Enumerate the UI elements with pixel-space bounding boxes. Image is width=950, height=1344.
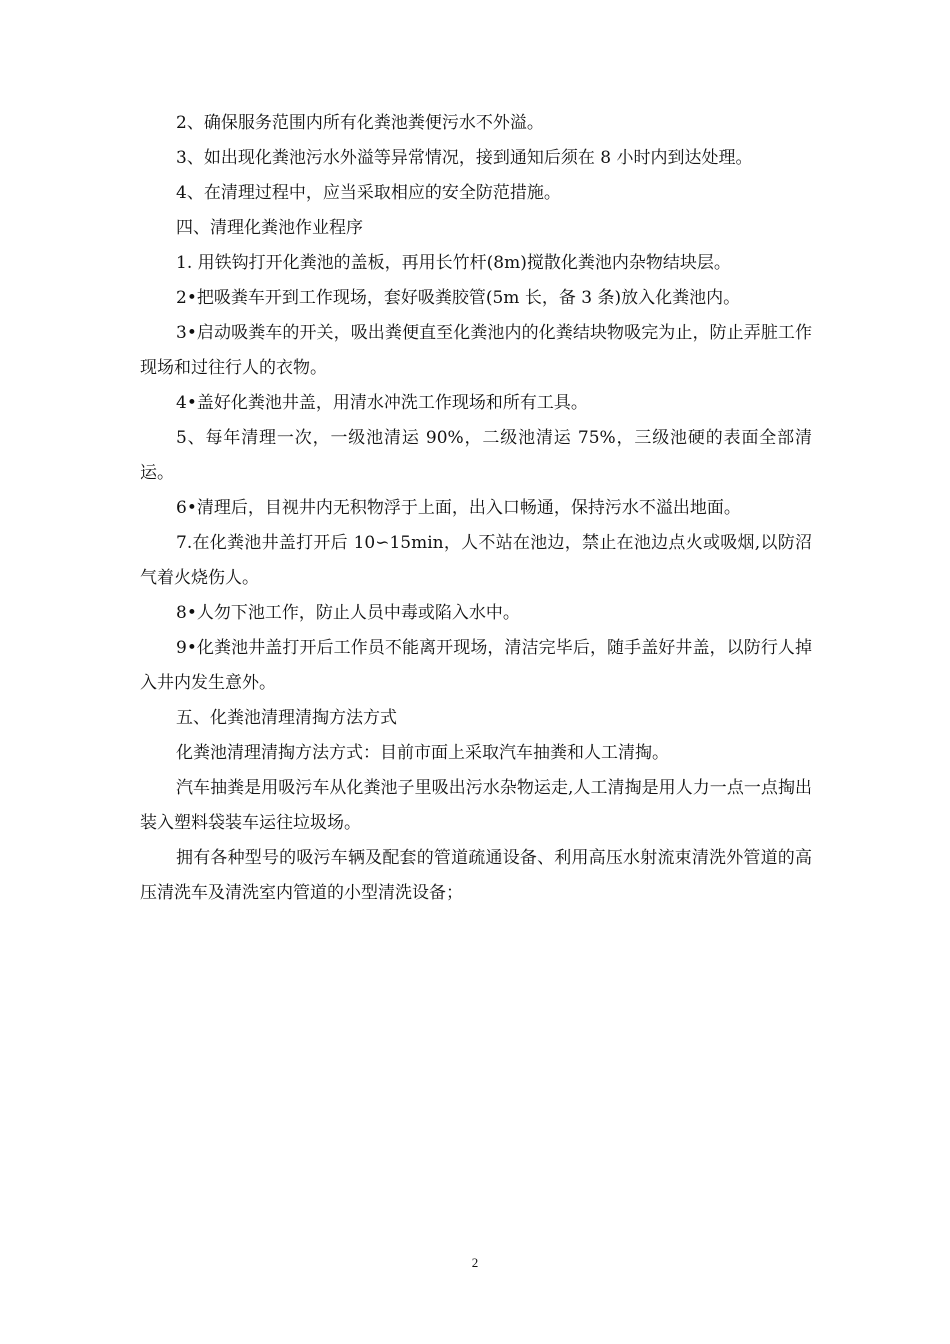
procedure-step-8: 8•人勿下池工作，防止人员中毒或陷入水中。 (176, 603, 520, 623)
procedure-step-2: 2•把吸粪车开到工作现场，套好吸粪胶管(5m 长，备 3 条)放入化粪池内。 (176, 288, 741, 308)
procedure-step-6: 6•清理后，目视井内无积物浮于上面，出入口畅通，保持污水不溢出地面。 (176, 498, 741, 518)
paragraph-item-3: 3、如出现化粪池污水外溢等异常情况，接到通知后须在 8 小时内到达处理。 (176, 148, 753, 168)
procedure-step-4: 4•盖好化粪池井盖，用清水冲洗工作现场和所有工具。 (176, 393, 588, 413)
method-summary: 化粪池清理清掏方法方式：目前市面上采取汽车抽粪和人工清掏。 (176, 743, 669, 763)
procedure-step-1: 1. 用铁钩打开化粪池的盖板，再用长竹杆(8m)搅散化粪池内杂物结块层。 (176, 253, 731, 273)
section-heading-5: 五、化粪池清理清掏方法方式 (176, 708, 397, 728)
procedure-step-3: 3•启动吸粪车的开关，吸出粪便直至化粪池内的化粪结块物吸完为止，防止弄脏工作现场和过往行人的衣物。 (140, 323, 812, 378)
procedure-step-7: 7.在化粪池井盖打开后 10∽15min，人不站在池边，禁止在池边点火或吸烟,以防沼气着火烧伤人。 (140, 533, 812, 588)
procedure-step-5: 5、每年清理一次，一级池清运 90%，二级池清运 75%，三级池硬的表面全部清运。 (140, 428, 812, 483)
document-body (140, 106, 812, 911)
method-description: 汽车抽粪是用吸污车从化粪池子里吸出污水杂物运走,人工清掏是用人力一点一点掏出装入塑料袋装车运往垃圾场。 (140, 778, 812, 833)
page-number: 2 (471, 1255, 479, 1270)
paragraph-item-4: 4、在清理过程中，应当采取相应的安全防范措施。 (176, 183, 561, 203)
equipment-description: 拥有各种型号的吸污车辆及配套的管道疏通设备、利用高压水射流束清洗外管道的高压清洗车及清洗室内管道的小型清洗设备； (140, 848, 812, 903)
paragraph-item-2: 2、确保服务范围内所有化粪池粪便污水不外溢。 (176, 113, 544, 133)
section-heading-4: 四、清理化粪池作业程序 (176, 218, 363, 238)
procedure-step-9: 9•化粪池井盖打开后工作员不能离开现场，清洁完毕后，随手盖好井盖，以防行人掉入井内发生意外。 (140, 638, 812, 693)
